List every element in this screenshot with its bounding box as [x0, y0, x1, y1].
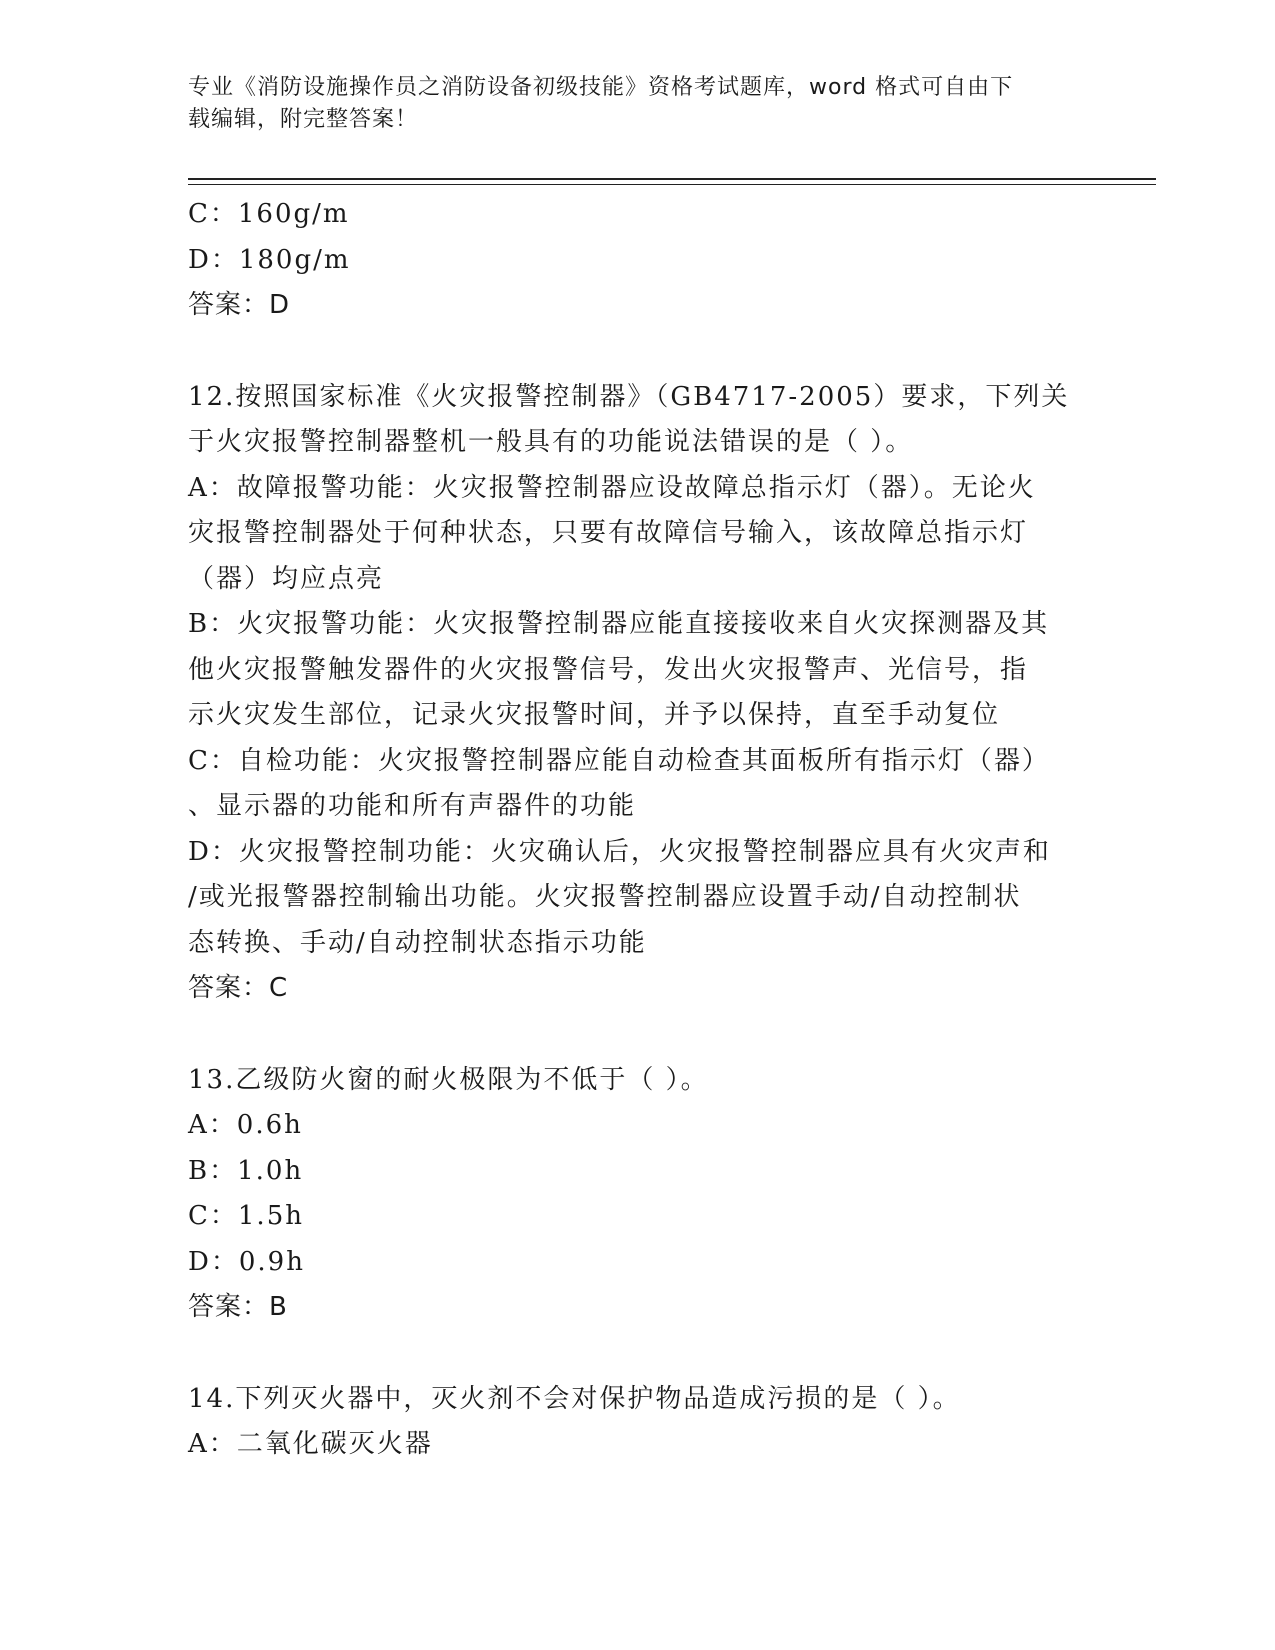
prev-answer: 答案：D	[188, 290, 291, 320]
q12-stem-line-2: 于火灾报警控制器整机一般具有的功能说法错误的是（ ）。	[188, 427, 914, 457]
q12-option-a-line-1: A：故障报警功能：火灾报警控制器应设故障总指示灯（器）。无论火	[188, 472, 1036, 503]
q12-stem-line-1: 12.按照国家标准《火灾报警控制器》（GB4717-2005）要求，下列关	[188, 381, 1070, 412]
q12-option-b-line-3: 示火灾发生部位，记录火灾报警时间，并予以保持，直至手动复位	[188, 700, 1001, 730]
header-line-2: 载编辑，附完整答案！	[188, 107, 419, 132]
header-line-1: 专业《消防设施操作员之消防设备初级技能》资格考试题库，word 格式可自由下	[188, 75, 1014, 100]
spacer	[188, 329, 1068, 375]
q12-option-d-line-3: 态转换、手动/自动控制状态指示功能	[188, 927, 647, 958]
q12-option-c-line-1: C：自检功能：火灾报警控制器应能自动检查其面板所有指示灯（器）	[188, 745, 1050, 776]
q14-option-a: A：二氧化碳灭火器	[188, 1429, 433, 1459]
header-rule-thick	[188, 178, 1156, 180]
prev-option-d: D：180g/m	[188, 244, 351, 275]
prev-option-c: C：160g/m	[188, 199, 350, 229]
q13-option-b: B：1.0h	[188, 1155, 304, 1186]
header-rule-thin	[188, 184, 1156, 185]
q12-option-b-line-2: 他火灾报警触发器件的火灾报警信号，发出火灾报警声、光信号，指	[188, 654, 1029, 685]
spacer	[188, 1012, 1068, 1058]
q12-option-d-line-2: /或光报警器控制输出功能。火灾报警控制器应设置手动/自动控制状	[188, 882, 1022, 912]
q12-answer: 答案：C	[188, 973, 289, 1003]
spacer	[188, 1331, 1068, 1377]
q12-option-d-line-1: D：火灾报警控制功能：火灾确认后，火灾报警控制器应具有火灾声和	[188, 836, 1051, 867]
q13-option-c: C：1.5h	[188, 1201, 304, 1231]
q14-stem: 14.下列灭火器中，灭火剂不会对保护物品造成污损的是（ ）。	[188, 1383, 961, 1414]
q13-option-d: D：0.9h	[188, 1246, 305, 1277]
q12-option-c-line-2: 、显示器的功能和所有声器件的功能	[188, 791, 637, 821]
q12-option-a-line-2: 灾报警控制器处于何种状态，只要有故障信号输入，该故障总指示灯	[188, 518, 1029, 548]
q13-answer: 答案：B	[188, 1292, 288, 1322]
q13-stem: 13.乙级防火窗的耐火极限为不低于（ ）。	[188, 1064, 709, 1095]
q12-option-a-line-3: （器）均应点亮	[188, 563, 385, 594]
page-header	[188, 72, 1068, 136]
q13-option-a: A：0.6h	[188, 1110, 303, 1140]
q12-option-b-line-1: B：火灾报警功能：火灾报警控制器应能直接接收来自火灾探测器及其	[188, 609, 1050, 639]
question-content	[188, 192, 1068, 1468]
